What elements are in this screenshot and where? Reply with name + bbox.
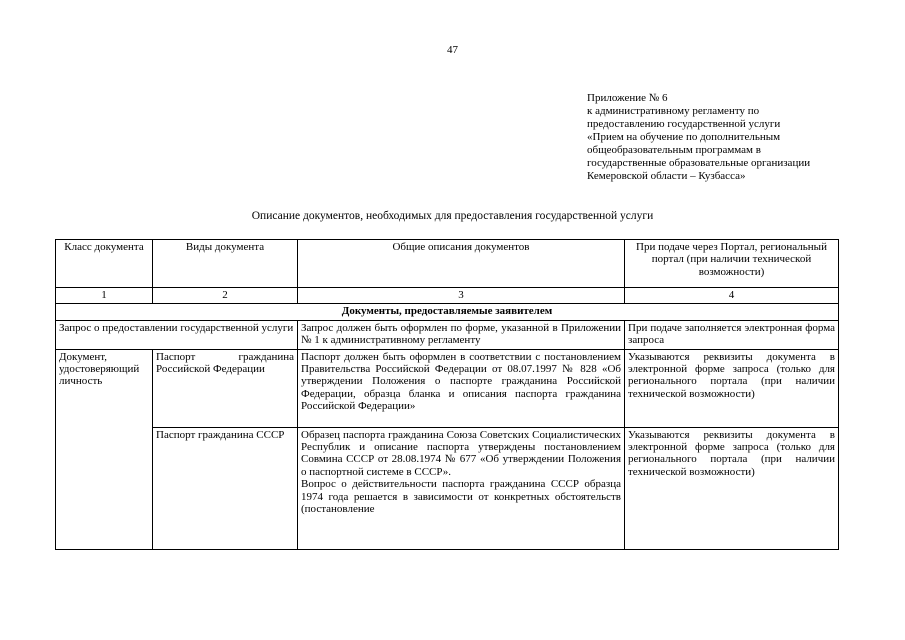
section-heading: Документы, предоставляемые заявителем [56,304,839,320]
identity-kind-cell [153,349,298,427]
table-row [56,349,839,427]
table-row [56,427,839,549]
appendix-line: Кемеровской области – Кузбасса» [587,170,746,182]
identity-portal-cell: Указываются реквизиты документа в электронной форме запроса (только для регионального портала (при наличии технической возможности) [625,349,839,427]
identity-description-cell [298,427,625,549]
table-header-row [56,240,839,288]
appendix-line: государственные образовательные организации [587,157,811,169]
appendix-line: предоставлению государственной услуги [587,118,781,130]
appendix-line: «Прием на обучение по дополнительным [587,131,781,143]
identity-kind-text: Паспорт гражданина Российской Федерации [156,350,294,376]
request-description-cell: Запрос должен быть оформлен по форме, указанной в Приложении № 1 к административному регламенту [298,320,625,349]
column-number: 4 [625,288,839,304]
documents-table [55,239,839,550]
page-number: 47 [447,44,458,56]
identity-description-text: Образец паспорта гражданина Союза Советских Социалистических Республик и описание паспорта утверждены постановлением Совмина СССР от 28.08.1974 № 677 «Об утверждении Положения о паспортной системе в СССР». [301,428,621,478]
identity-class-cell: Документ, удостоверяющий личность [56,349,153,549]
column-number: 2 [153,288,298,304]
column-number: 3 [298,288,625,304]
appendix-line: Приложение № 6 [587,92,668,104]
header-cell-description: Общие описания документов [298,240,625,288]
appendix-line: общеобразовательным программам в [587,144,761,156]
column-number: 1 [56,288,153,304]
appendix-line: к административному регламенту по [587,105,760,117]
request-class-cell: Запрос о предоставлении государственной услуги [56,320,298,349]
appendix-note [587,92,887,183]
document-title: Описание документов, необходимых для предоставления государственной услуги [251,210,654,222]
column-number-row [56,288,839,304]
request-portal-cell: При подаче заполняется электронная форма запроса [625,320,839,349]
section-row [56,304,839,320]
identity-description-text: Паспорт должен быть оформлен в соответствии с постановлением Правительства Российской Федерации от 08.07.1997 № 828 «Об утверждении Положения о паспорте гражданина Российской Федерации, образца бланка и описания паспорта гражданина Российской Федерации» [301,350,621,413]
identity-description-text-2: Вопрос о действительности паспорта гражданина СССР образца 1974 года решается в зависимости от конкретных обстоятельств (постановление [301,478,621,516]
header-cell-class: Класс документа [56,240,153,288]
identity-kind-cell: Паспорт гражданина СССР [153,427,298,549]
identity-description-cell [298,349,625,427]
header-cell-portal: При подаче через Портал, региональный портал (при наличии технической возможности) [625,240,839,288]
header-cell-kind: Виды документа [153,240,298,288]
table-row [56,320,839,349]
identity-portal-cell: Указываются реквизиты документа в электронной форме запроса (только для регионального портала (при наличии технической возможности) [625,427,839,549]
